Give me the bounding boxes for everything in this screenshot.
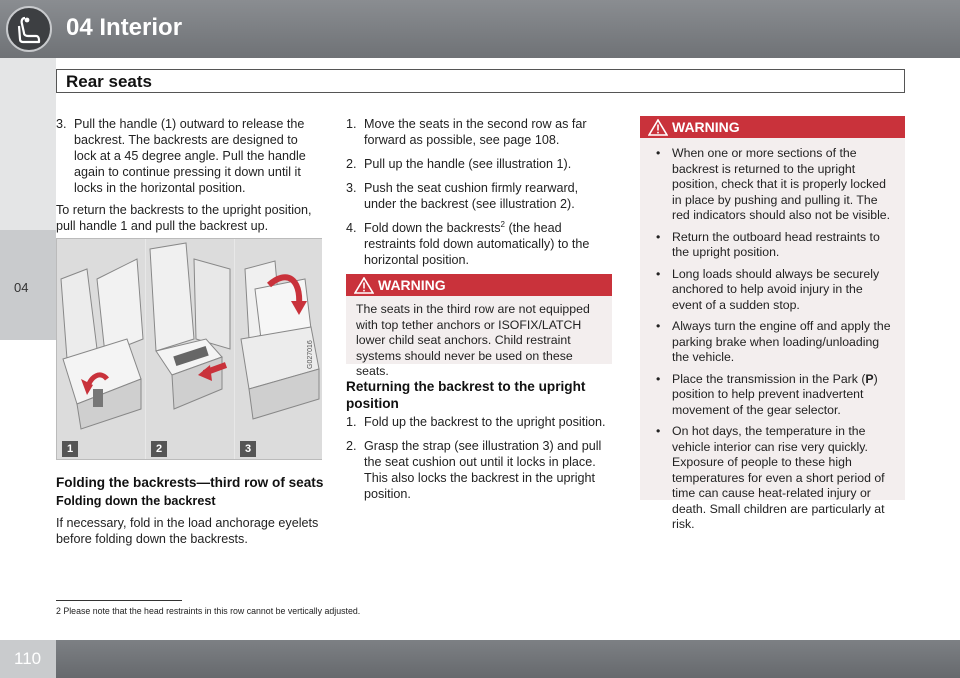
step-text: Push the seat cushion firmly rearward, under the backrest (see illustration 2).	[364, 181, 579, 211]
step-number: 3.	[346, 181, 357, 195]
section-heading: Folding the backrests—third row of seats	[56, 475, 324, 490]
middle-step-2	[346, 156, 612, 172]
bullet-text: When one or more sections of the backrest is returned to the upright position, check that it is properly locked in place by pushing and pulling it. The red indicators should also not be visible.	[672, 146, 891, 222]
step-number: 2.	[346, 157, 357, 171]
chapter-side-tab	[0, 230, 56, 340]
page-number: 110	[14, 649, 42, 668]
bullet-symbol: •	[656, 371, 661, 386]
middle-column-lower	[346, 378, 614, 508]
step-number: 3.	[56, 117, 67, 131]
warning-bullet	[652, 372, 895, 419]
left-column	[56, 116, 322, 242]
section-bar	[56, 69, 905, 93]
footnote-rule	[56, 600, 182, 601]
warning-bullet	[652, 146, 895, 224]
warning-text: The seats in the third row are not equipped with top tether anchors or ISOFIX/LATCH lower child seat anchors. Child restraint systems should never be used on these seats.	[356, 302, 590, 378]
bullet-symbol: •	[656, 146, 661, 160]
step-text: Pull the handle (1) outward to release the backrest. The backrests are designed to lock at a 45 degree angle. Pull the handle again to continue pressing it down until it locks in the horizontal position.	[74, 117, 306, 195]
warning-title: WARNING	[378, 277, 446, 293]
step-3	[56, 116, 322, 196]
body-text: If necessary, fold in the load anchorage eyelets before folding down the backrests.	[56, 516, 319, 546]
footnote-ref: 2	[500, 219, 505, 229]
warning-bullet	[652, 230, 895, 261]
step-number: 1.	[346, 415, 357, 429]
bullet-text: Return the outboard head restraints to the upright position.	[672, 229, 880, 259]
return-step-1	[346, 414, 614, 430]
left-column-lower	[56, 474, 326, 555]
step-number: 2.	[346, 439, 357, 453]
subheading: Folding down the backrest	[56, 494, 216, 508]
bullet-text: On hot days, the temperature in the vehicle interior can rise very quickly. Exposure of people to these high temperatures for even a short period of time can cause heat-related injury or death. Small children are particularly at risk.	[672, 424, 885, 531]
step-text: Pull up the handle (see illustration 1).	[364, 157, 572, 171]
warning-title: WARNING	[672, 119, 740, 135]
bullet-text: Always turn the engine off and apply the parking brake when loading/unloading the vehicle.	[672, 319, 891, 364]
bullet-text: Long loads should always be securely anchored to help avoid injury in the event of a sudden stop.	[672, 266, 880, 312]
middle-column	[346, 116, 612, 274]
bullet-symbol: •	[656, 424, 661, 438]
illustration-code: G027016	[307, 340, 314, 369]
step-text: Fold down the backrests	[364, 221, 501, 235]
bullet-text: Place the transmission in the Park (	[672, 371, 866, 386]
illustration-panel-2	[146, 239, 234, 459]
step-number: 4.	[346, 221, 357, 235]
warning-header	[346, 274, 612, 296]
warning-box-child-seats	[346, 274, 612, 378]
return-step-2	[346, 438, 614, 502]
footer-tab	[0, 640, 56, 678]
middle-step-1	[346, 116, 612, 148]
warning-bullet	[652, 267, 895, 314]
section-title: Rear seats	[66, 72, 153, 91]
chapter-side-tab-label: 04	[14, 280, 29, 295]
chapter-header	[0, 0, 960, 58]
middle-step-3	[346, 180, 612, 212]
footnote-text: Please note that the head restraints in this row cannot be vertically adjusted.	[63, 606, 361, 616]
warning-bullet	[652, 424, 895, 533]
bullet-symbol: •	[656, 229, 661, 244]
step-number: 1.	[346, 117, 357, 131]
bullet-symbol: •	[656, 319, 661, 333]
bullet-symbol: •	[656, 266, 661, 281]
park-gear-letter: P	[865, 371, 874, 386]
illustration-label-2: 2	[151, 441, 167, 457]
seat-folding-illustration	[56, 238, 322, 460]
middle-step-4	[346, 220, 612, 268]
seat-icon	[6, 6, 52, 52]
footnote-number: 2	[56, 606, 61, 616]
step-text: Move the seats in the second row as far forward as possible, see page 108.	[364, 117, 587, 147]
step-text-cont: (the head restraints fold down automatically) to the horizontal position.	[364, 221, 590, 267]
step-text: Fold up the backrest to the upright position.	[364, 415, 606, 429]
bullet-text-cont: ) position to help prevent inadvertent movement of the gear selector.	[672, 371, 878, 417]
illustration-panel-1	[57, 239, 145, 459]
warning-bullets	[640, 138, 905, 545]
page-footer	[0, 640, 960, 678]
footnote	[56, 606, 360, 616]
return-heading: Returning the backrest to the upright position	[346, 379, 586, 411]
warning-box-loading	[640, 116, 905, 531]
warning-triangle-icon	[648, 119, 668, 136]
illustration-label-3: 3	[240, 441, 256, 457]
warning-header	[640, 116, 905, 138]
warning-triangle-icon	[354, 277, 374, 294]
warning-bullet	[652, 319, 895, 366]
return-instruction: To return the backrests to the upright position, pull handle 1 and pull the backrest up.	[56, 203, 312, 233]
chapter-title: 04 Interior	[66, 14, 183, 41]
step-text: Grasp the strap (see illustration 3) and pull the seat cushion out until it locks in place. This also locks the backrest in the upright position.	[364, 439, 602, 501]
illustration-label-1: 1	[62, 441, 78, 457]
